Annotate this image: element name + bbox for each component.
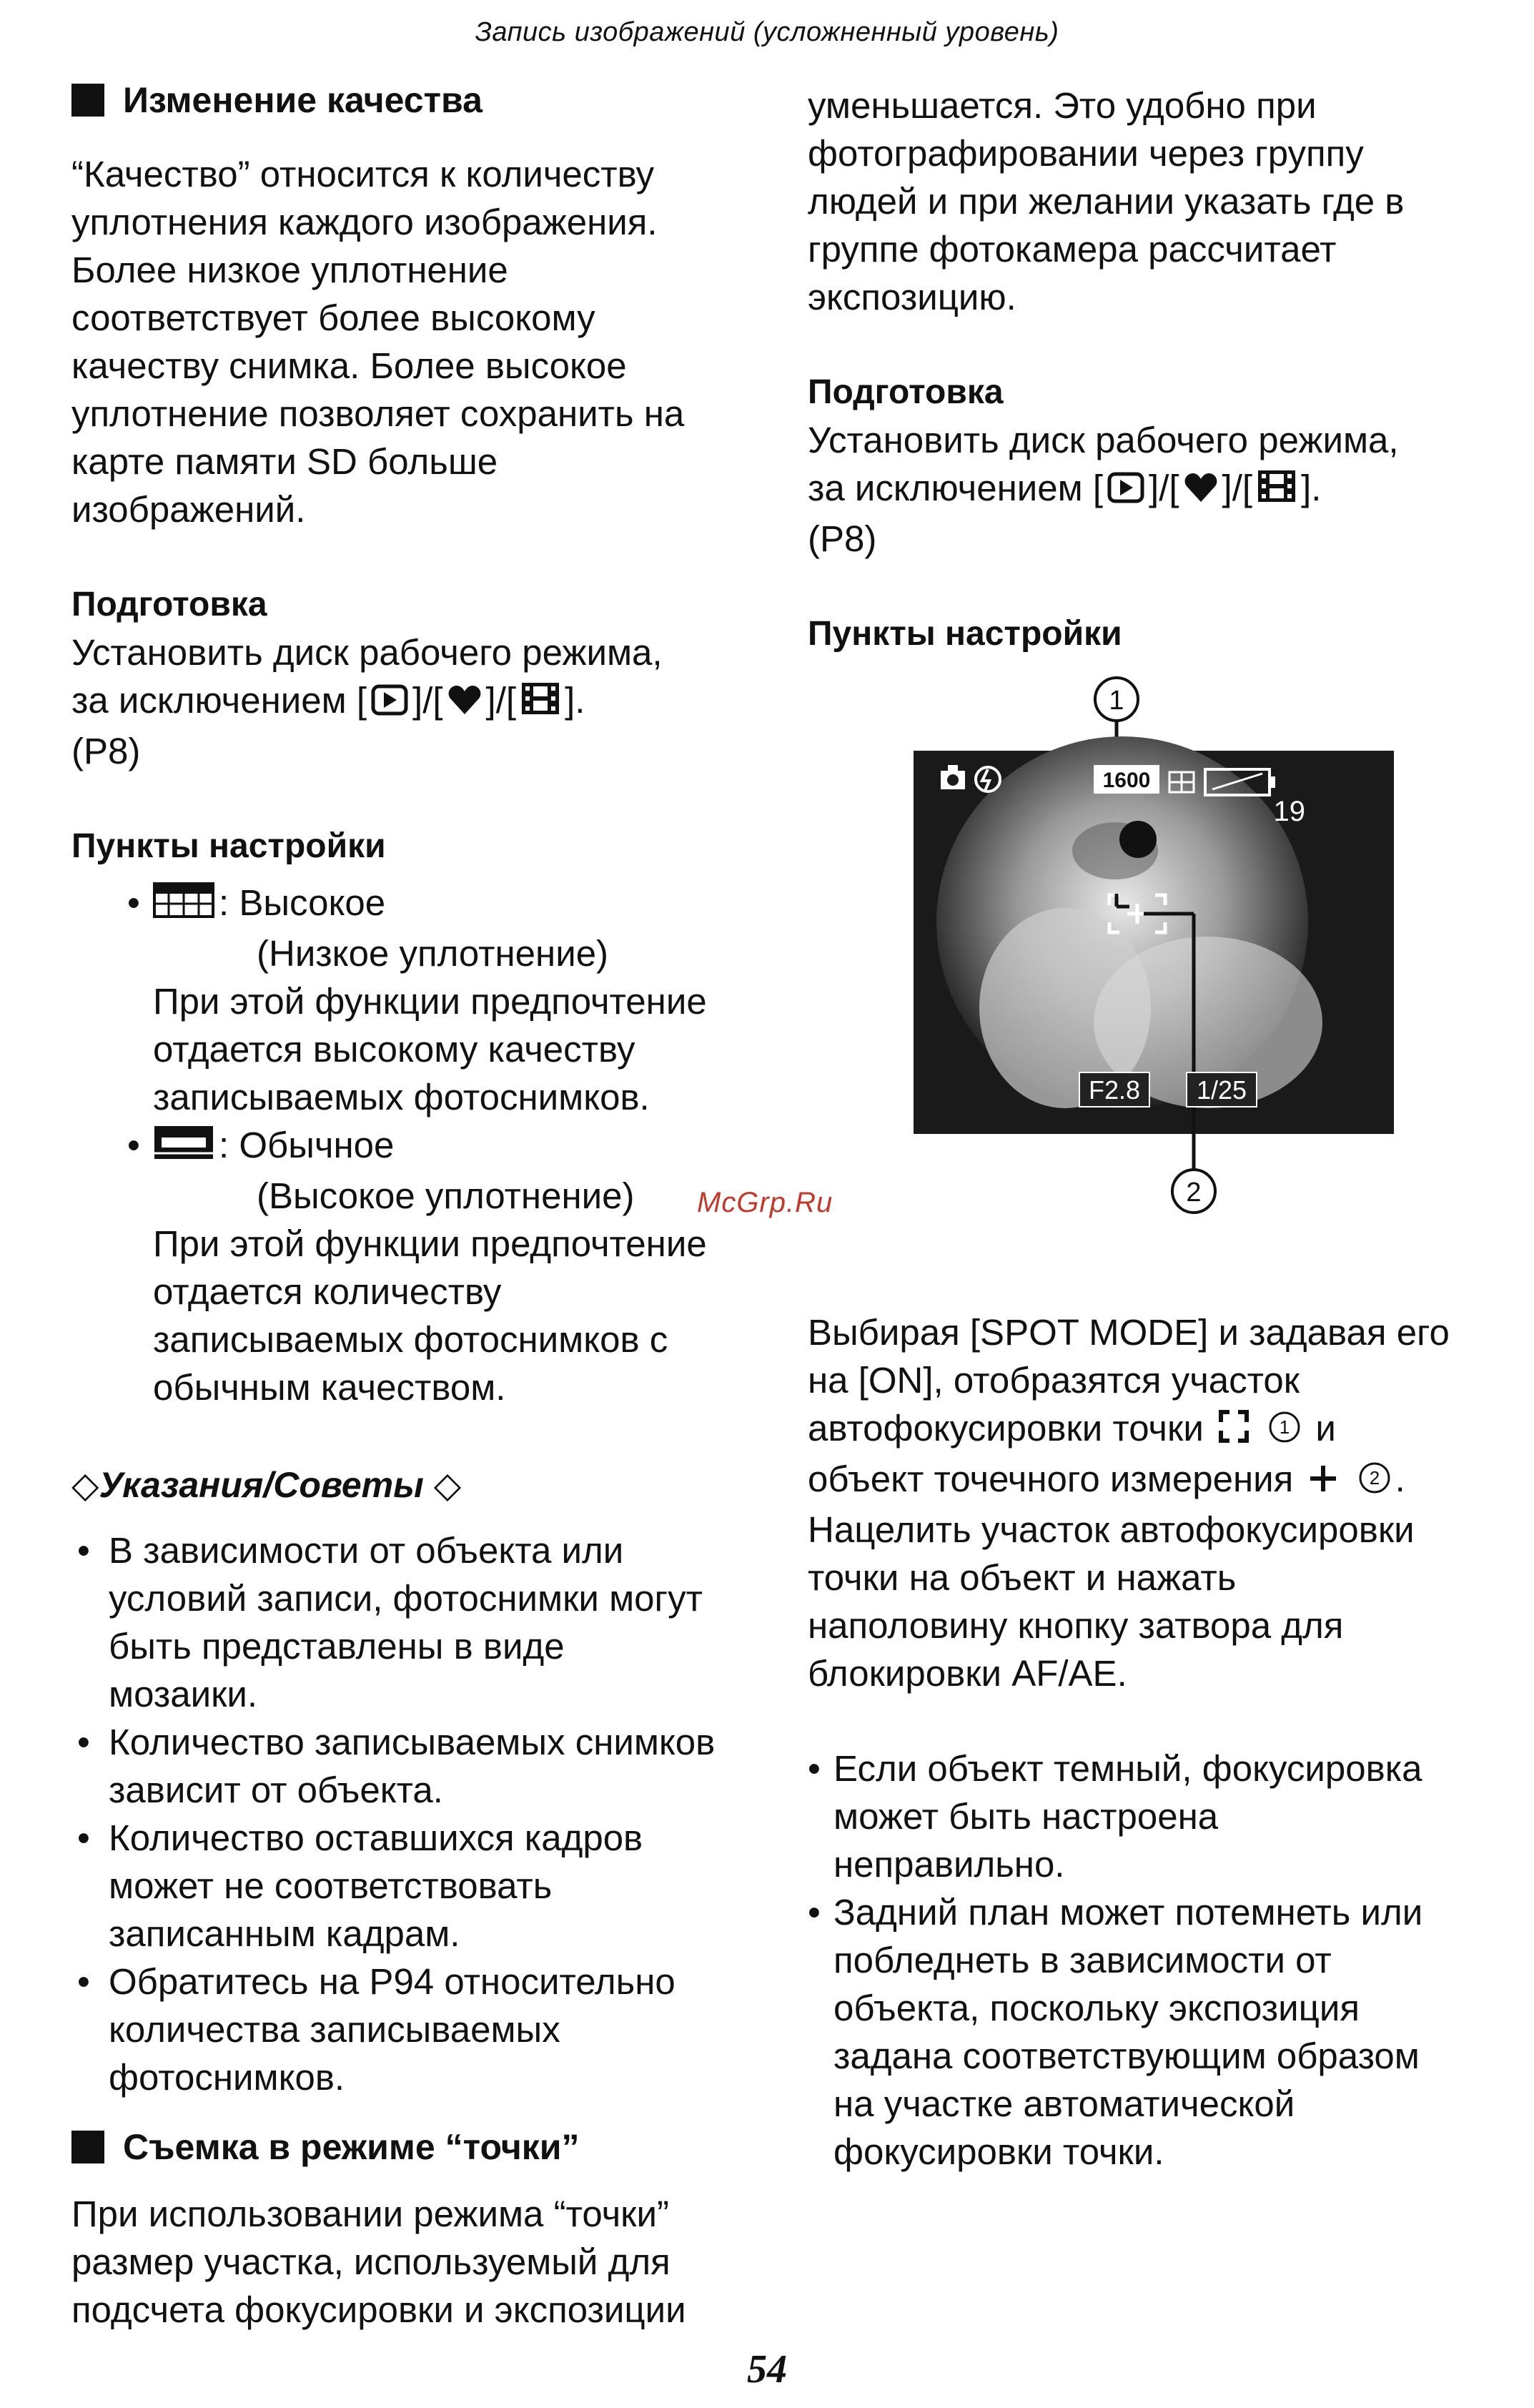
option-desc: отдается количеству	[153, 1271, 502, 1313]
iso-value: 1600	[1102, 769, 1151, 793]
fine-quality-icon	[153, 882, 214, 929]
tip-line: Количество оставшихся кадров	[109, 1817, 643, 1859]
desc-line: точки на объект и нажать	[808, 1557, 1237, 1599]
note-item	[808, 1888, 1494, 2176]
callout-1-ref-icon	[1268, 1407, 1301, 1455]
desc-line: наполовину кнопку затвора для	[808, 1605, 1344, 1647]
section-heading-quality	[71, 79, 758, 122]
paragraph-line: фотографировании через группу	[808, 133, 1364, 174]
option-sub: (Высокое уплотнение)	[257, 1175, 635, 1217]
desc-line-af	[808, 1404, 1494, 1455]
note-line: может быть настроена	[833, 1796, 1219, 1837]
standard-quality-icon	[153, 1124, 214, 1172]
tip-line: может не соответствовать	[109, 1865, 553, 1907]
prep-text: за исключением [	[71, 680, 367, 721]
section-square-icon	[71, 2131, 104, 2163]
section-heading-quality-text: Изменение качества	[123, 80, 483, 120]
prep-line-icons	[808, 464, 1494, 515]
prep-text: за исключением [	[808, 468, 1104, 508]
tip-line: записанным кадрам.	[109, 1913, 460, 1955]
paragraph-line: качеству снимка. Более высокое	[71, 345, 627, 386]
prep-text: ].	[565, 680, 585, 721]
note-item	[808, 1745, 1494, 1888]
bullet-dot: •	[808, 1748, 821, 1790]
option-desc: отдается высокому качеству	[153, 1029, 635, 1070]
diamond-icon: ◇	[433, 1465, 462, 1506]
paragraph-line: соответствует более высокому	[71, 297, 595, 338]
prep-line: Установить диск рабочего режима,	[808, 420, 1399, 460]
prep-sep: ]/[	[412, 680, 443, 721]
desc-line: Выбирая [SPOT MODE] и задавая его	[808, 1312, 1450, 1353]
tip-line: В зависимости от объекта или	[109, 1530, 624, 1571]
option-desc: При этой функции предпочтение	[153, 1223, 707, 1265]
tip-line: количества записываемых	[109, 2009, 560, 2051]
camera-screen-svg	[808, 665, 1494, 1223]
paragraph-line: При использовании режима “точки”	[71, 2194, 669, 2235]
bullet-dot: •	[77, 1722, 90, 1763]
paragraph-line: группе фотокамера рассчитает	[808, 229, 1337, 270]
section-heading-spot-text: Съемка в режиме “точки”	[123, 2127, 580, 2168]
film-icon	[520, 679, 560, 727]
desc-text: автофокусировки точки	[808, 1408, 1204, 1449]
tip-line: быть представлены в виде	[109, 1626, 565, 1667]
film-icon	[1257, 467, 1297, 515]
heart-icon	[447, 679, 482, 727]
callout-1-label: 1	[1109, 686, 1124, 716]
camera-screen-figure	[808, 665, 1494, 1223]
paragraph-line: уменьшается. Это удобно при	[808, 85, 1317, 126]
watermark[interactable]: McGrp.Ru	[697, 1187, 833, 1218]
svg-text:2: 2	[1369, 1467, 1380, 1489]
desc-line: блокировки AF/AE.	[808, 1653, 1127, 1694]
tip-line: мозаики.	[109, 1674, 258, 1715]
option-label: : Обычное	[219, 1125, 395, 1166]
bullet-dot: •	[808, 1892, 821, 1933]
prep-text: ].	[1301, 468, 1322, 508]
note-line: объекта, поскольку экспозиция	[833, 1988, 1360, 2029]
section-heading-spot	[71, 2126, 758, 2168]
option-desc: записываемых фотоснимков с	[153, 1319, 668, 1361]
tip-line: фотоснимков.	[109, 2057, 345, 2098]
note-line: на участке автоматической	[833, 2083, 1295, 2125]
prep-sep: ]/[	[485, 680, 517, 721]
desc-text: объект точечного измерения	[808, 1459, 1294, 1500]
page-header: Запись изображений (усложненный уровень)	[475, 17, 1059, 47]
prep-line-icons	[71, 676, 758, 727]
paragraph-line: “Качество” относится к количеству	[71, 154, 655, 194]
paragraph-line: людей и при желании указать где в	[808, 181, 1405, 222]
desc-line: Нацелить участок автофокусировки	[808, 1509, 1415, 1551]
bullet-dot: •	[127, 1125, 140, 1166]
aperture-value: F2.8	[1088, 1075, 1141, 1105]
prep-heading: Подготовка	[808, 373, 1004, 411]
bullet-dot: •	[77, 1530, 90, 1571]
crosshair-icon	[1307, 1458, 1339, 1506]
settings-heading: Пункты настройки	[808, 615, 1122, 653]
left-column	[71, 79, 758, 2334]
option-sub: (Низкое уплотнение)	[257, 933, 609, 974]
diamond-icon: ◇	[71, 1465, 99, 1506]
paragraph-line: уплотнение позволяет сохранить на	[71, 393, 685, 434]
note-line: Если объект темный, фокусировка	[833, 1748, 1422, 1790]
settings-heading: Пункты настройки	[71, 827, 386, 866]
tip-line: Количество записываемых снимков	[109, 1722, 716, 1763]
prep-line: (P8)	[808, 518, 877, 560]
tip-item	[71, 1718, 758, 1814]
desc-line-spot	[808, 1455, 1494, 1506]
tip-item	[71, 1814, 758, 1958]
tip-line: зависит от объекта.	[109, 1770, 443, 1811]
tip-line: условий записи, фотоснимки могут	[109, 1578, 703, 1619]
page-number: 54	[747, 2347, 787, 2392]
callout-2-label: 2	[1186, 1178, 1202, 1208]
option-desc: обычным качеством.	[153, 1367, 506, 1408]
paragraph-line: изображений.	[71, 489, 306, 530]
shutter-value: 1/25	[1196, 1075, 1247, 1105]
dark-spot	[1119, 821, 1157, 858]
tips-heading-text: Указания/Советы	[99, 1465, 424, 1506]
playback-icon	[371, 679, 408, 727]
option-desc: записываемых фотоснимков.	[153, 1077, 650, 1118]
tips-heading	[71, 1461, 758, 1509]
prep-line: Установить диск рабочего режима,	[71, 632, 663, 673]
prep-line: (P8)	[71, 731, 141, 772]
option-label: : Высокое	[219, 882, 386, 924]
paragraph-line: размер участка, используемый для	[71, 2241, 670, 2283]
note-line: задана соответствующим образом	[833, 2036, 1420, 2077]
paragraph-line: уплотнения каждого изображения.	[71, 202, 658, 242]
svg-text:1: 1	[1279, 1416, 1290, 1439]
playback-icon	[1107, 467, 1144, 515]
note-line: неправильно.	[833, 1844, 1065, 1885]
frames-left: 19	[1273, 796, 1305, 828]
option-desc: При этой функции предпочтение	[153, 981, 707, 1022]
tip-item	[71, 1526, 758, 1718]
prep-heading: Подготовка	[71, 586, 267, 623]
bullet-dot: •	[77, 1817, 90, 1859]
option-fine	[71, 879, 758, 1121]
tip-line: Обратитесь на P94 относительно	[109, 1961, 676, 2003]
desc-line: на [ON], отобразятся участок	[808, 1360, 1300, 1401]
bullet-dot: •	[77, 1961, 90, 2003]
paragraph-line: экспозицию.	[808, 277, 1016, 317]
desc-text: и	[1315, 1408, 1336, 1449]
bullet-dot: •	[127, 882, 140, 924]
paragraph-line: карте памяти SD больше	[71, 441, 498, 482]
prep-sep: ]/[	[1222, 468, 1253, 508]
right-column	[808, 82, 1494, 2176]
option-standard	[71, 1121, 758, 1411]
note-line: побледнеть в зависимости от	[833, 1940, 1332, 1981]
desc-text: .	[1395, 1459, 1405, 1500]
paragraph-line: Более низкое уплотнение	[71, 250, 508, 290]
note-line: Задний план может потемнеть или	[833, 1892, 1423, 1933]
section-square-icon	[71, 84, 104, 117]
af-frame-icon	[1218, 1407, 1250, 1455]
note-line: фокусировки точки.	[833, 2131, 1164, 2173]
prep-sep: ]/[	[1149, 468, 1179, 508]
paragraph-line: подсчета фокусировки и экспозиции	[71, 2289, 686, 2331]
heart-icon	[1184, 467, 1218, 515]
tip-item	[71, 1958, 758, 2101]
callout-2-ref-icon	[1358, 1458, 1391, 1506]
